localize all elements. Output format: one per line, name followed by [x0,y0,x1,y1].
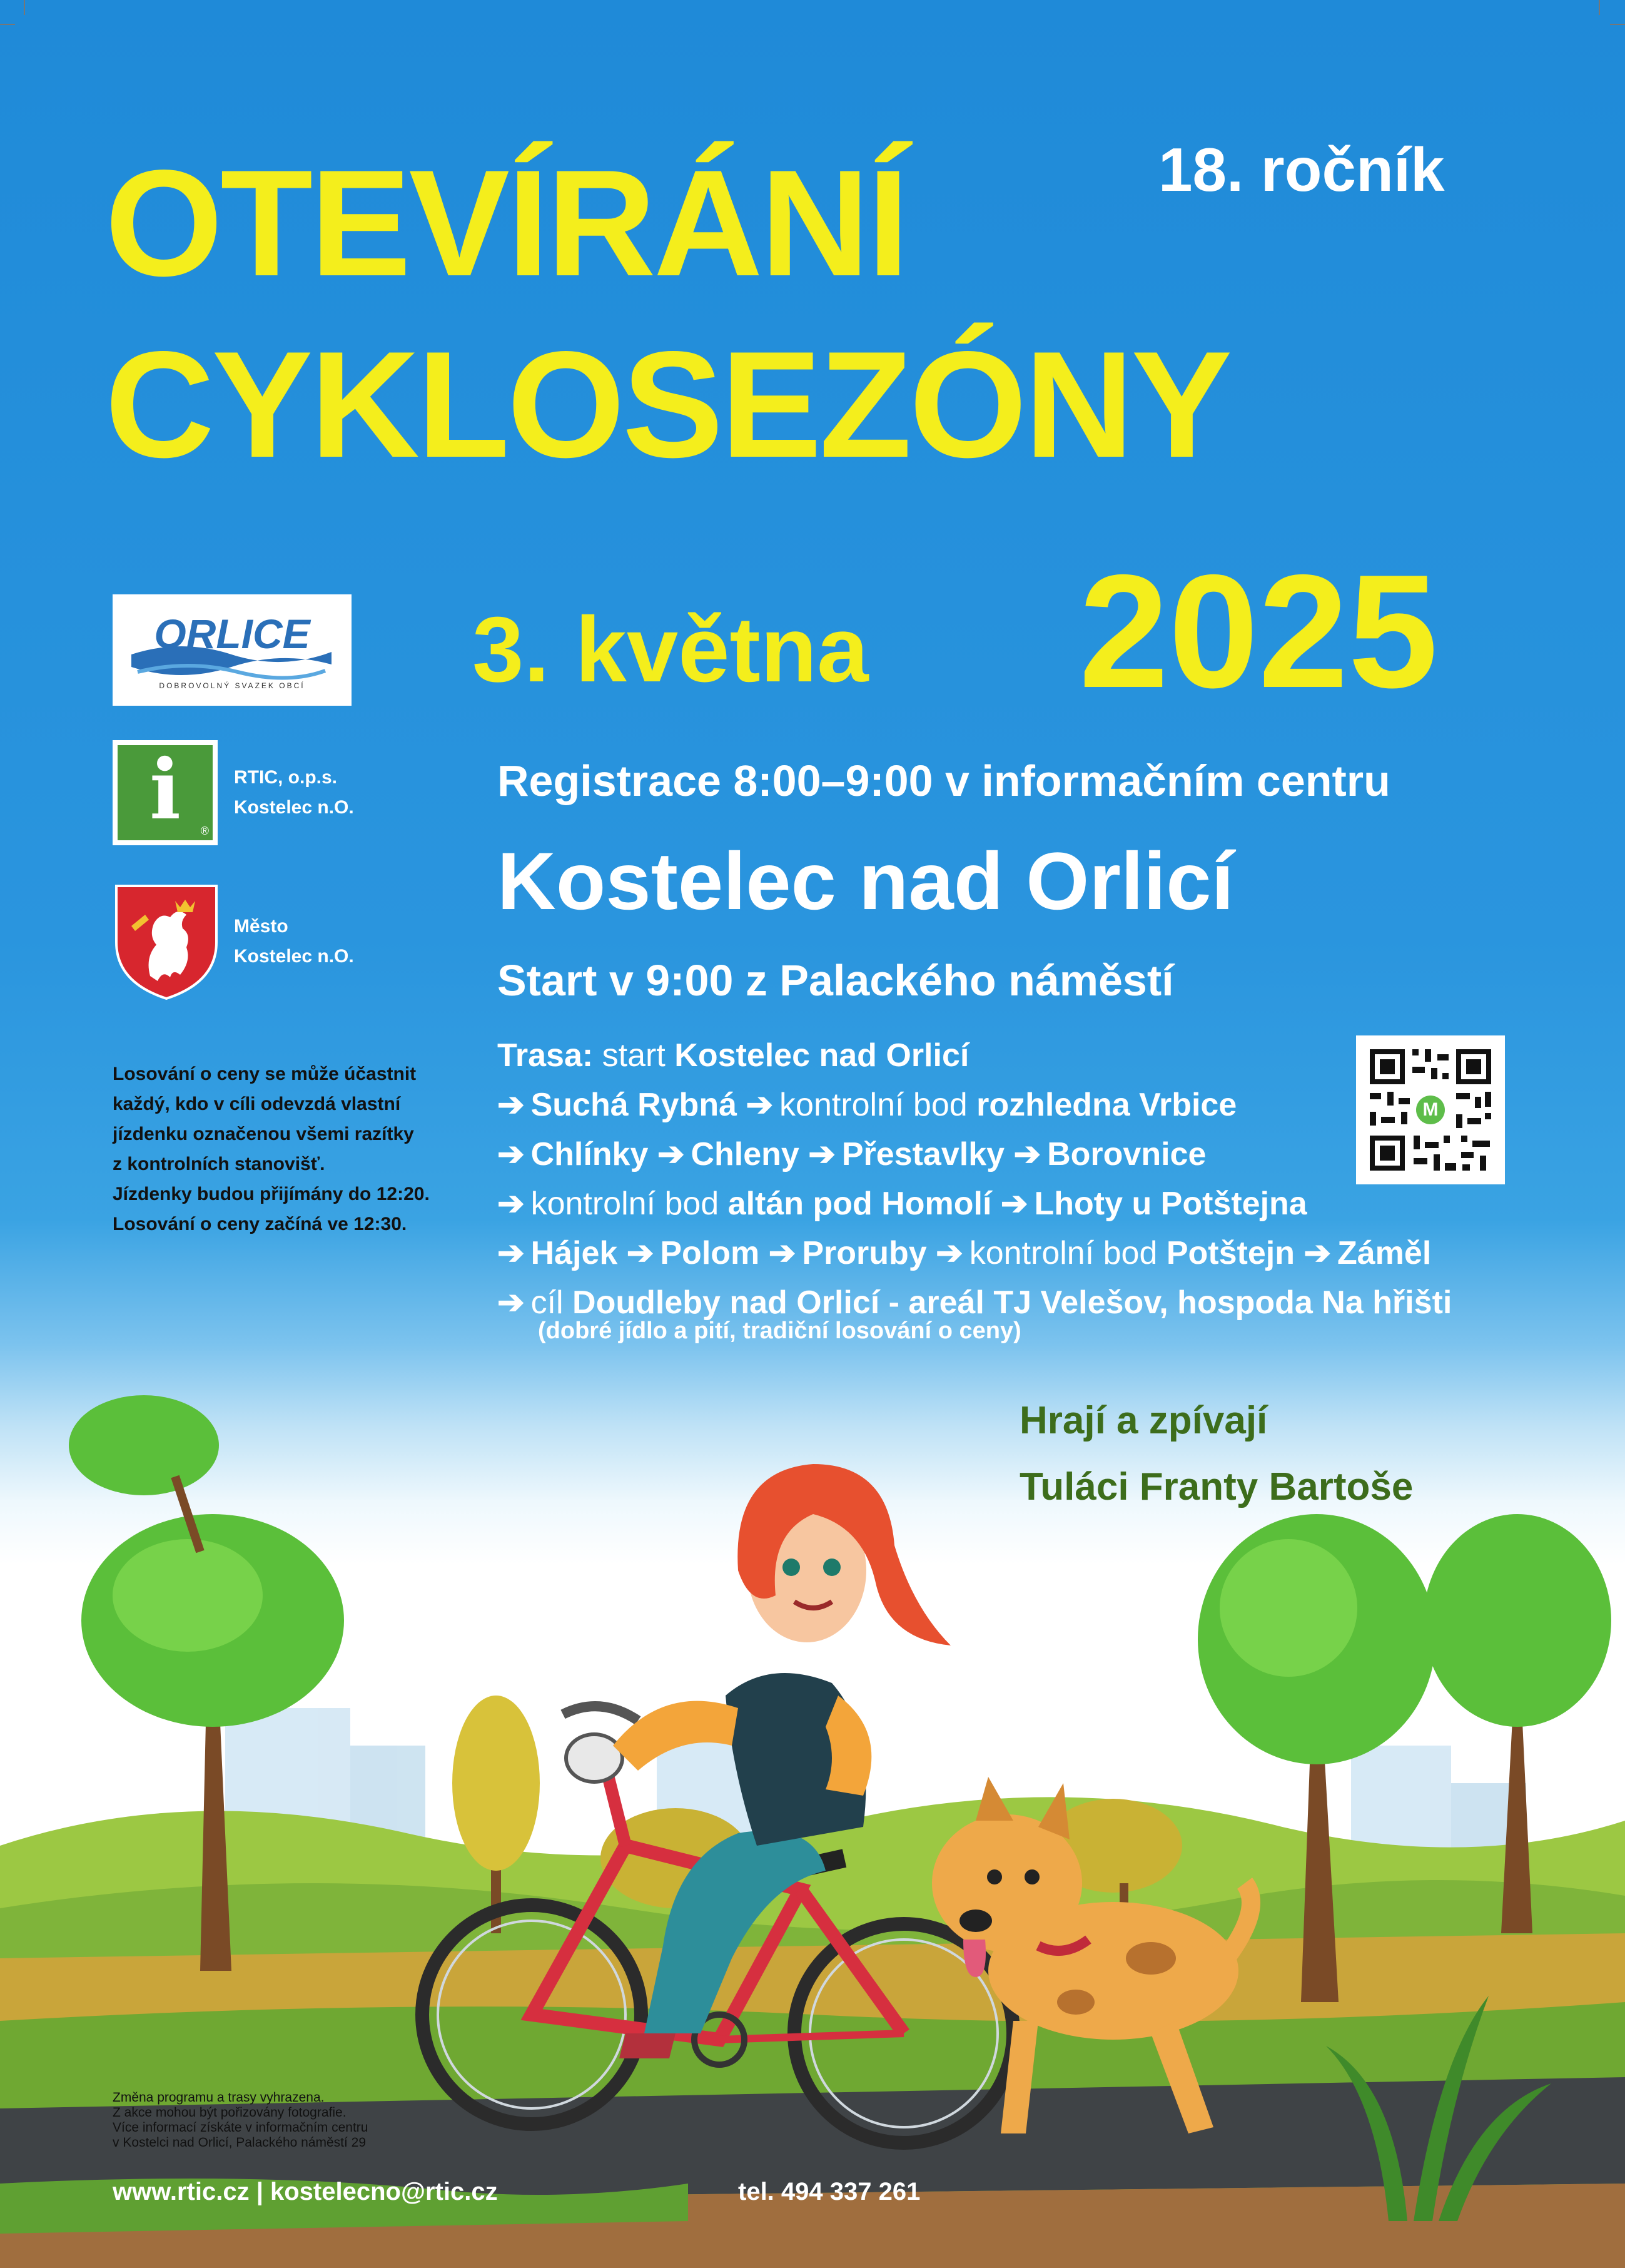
route-place: Chlínky [530,1136,649,1172]
fine-print-line: v Kostelci nad Orlicí, Palackého náměstí 29 [113,2135,367,2150]
rtic-line-1: RTIC, o.p.s. [234,767,337,788]
lottery-line: z kontrolních stanovišť. [113,1154,325,1174]
arrow-icon: ➔ [936,1235,963,1271]
route-checkpoint-word: kontrolní bod [779,1087,968,1123]
route-place: Záměl [1337,1235,1432,1271]
route-place: Lhoty u Potštejna [1034,1186,1307,1222]
orlice-logo [113,594,352,706]
route-start-place: Kostelec nad Orlicí [674,1037,969,1074]
route-note: (dobré jídlo a pití, tradiční losování o ceny) [538,1318,1021,1344]
route-place: Chleny [691,1136,799,1172]
info-registered-mark: ® [200,825,209,837]
title-line-2: CYKLOSEZÓNY [105,320,1230,489]
fine-print-line: Změna programu a trasy vyhrazena. [113,2090,325,2105]
route-line [497,1179,1452,1229]
arrow-icon: ➔ [1000,1186,1028,1222]
route-label: Trasa: [497,1037,594,1074]
arrow-icon: ➔ [808,1136,836,1172]
lottery-line: jízdenku označenou všemi razítky [113,1124,414,1144]
crop-mark [24,0,25,15]
route-line [497,1229,1452,1278]
route-line [497,1031,1452,1081]
crop-mark [0,24,15,25]
event-year: 2025 [1079,541,1438,721]
mesto-line-2: Kostelec n.O. [234,946,354,967]
route-place: Borovnice [1047,1136,1207,1172]
arrow-icon: ➔ [497,1284,525,1321]
town-coat-of-arms [113,882,220,1001]
info-point-logo [113,740,218,845]
lottery-info [113,1059,430,1239]
route-place: rozhledna Vrbice [976,1087,1237,1123]
music-line-1: Hrají a zpívají [1020,1399,1268,1442]
fine-print [113,2090,368,2150]
route-place: Proruby [802,1235,927,1271]
route-checkpoint-word: kontrolní bod [969,1235,1158,1271]
qr-badge-letter: M [1422,1099,1439,1120]
lottery-line: Losování o ceny začíná ve 12:30. [113,1214,407,1234]
arrow-icon: ➔ [1304,1235,1331,1271]
route-place: Polom [660,1235,760,1271]
arrow-icon: ➔ [768,1235,796,1271]
route-place: Přestavlky [841,1136,1005,1172]
footer-phone[interactable]: tel. 494 337 261 [738,2178,921,2205]
town-name: Kostelec nad Orlicí [497,835,1234,927]
crop-mark [1599,0,1600,15]
route-finish-word: cíl [530,1284,564,1321]
route-finish-place: Doudleby nad Orlicí - areál TJ Velešov, hospoda Na hřišti [572,1284,1452,1321]
lottery-line: Jízdenky budou přijímány do 12:20. [113,1184,430,1204]
arrow-icon: ➔ [746,1087,774,1123]
route-place: Potštejn [1166,1235,1295,1271]
music-line-2: Tuláci Franty Bartoše [1020,1465,1414,1508]
orlice-logo-subtext: DOBROVOLNÝ SVAZEK OBCÍ [159,681,305,690]
route-checkpoint-word: kontrolní bod [530,1186,719,1222]
arrow-icon: ➔ [497,1186,525,1222]
coat-of-arms-icon [113,882,220,1001]
edition-label: 18. ročník [1158,135,1445,204]
lottery-line: každý, kdo v cíli odevzdá vlastní [113,1094,401,1114]
event-date: 3. května [472,598,869,701]
arrow-icon: ➔ [497,1087,525,1123]
rtic-line-2: Kostelec n.O. [234,797,354,818]
arrow-icon: ➔ [497,1136,525,1172]
mesto-line-1: Město [234,916,288,937]
arrow-icon: ➔ [657,1136,685,1172]
start-text: Start v 9:00 z Palackého náměstí [497,956,1174,1005]
arrow-icon: ➔ [626,1235,654,1271]
route-place: Hájek [530,1235,618,1271]
qr-code[interactable] [1356,1035,1505,1184]
route-line [497,1081,1452,1130]
route-place: Suchá Rybná [530,1087,737,1123]
crop-mark [1610,24,1625,25]
info-icon [118,741,213,840]
route-line [497,1130,1452,1179]
route-list [497,1031,1452,1328]
title-line-1: OTEVÍRÁNÍ [105,139,907,308]
arrow-icon: ➔ [497,1235,525,1271]
footer-web-email[interactable]: www.rtic.cz | kostelecno@rtic.cz [113,2178,498,2205]
arrow-icon: ➔ [1013,1136,1041,1172]
orlice-logo-text: ORLICE [154,611,310,657]
fine-print-line: Z akce mohou být pořizovány fotografie. [113,2105,347,2120]
info-letter: i [149,741,181,838]
registration-text: Registrace 8:00–9:00 v informačním centru [497,756,1390,805]
route-place: altán pod Homolí [727,1186,992,1222]
lottery-line: Losování o ceny se může účastnit [113,1064,417,1084]
fine-print-line: Více informací získáte v informačním centru [113,2120,368,2135]
route-start-word: start [602,1037,666,1074]
